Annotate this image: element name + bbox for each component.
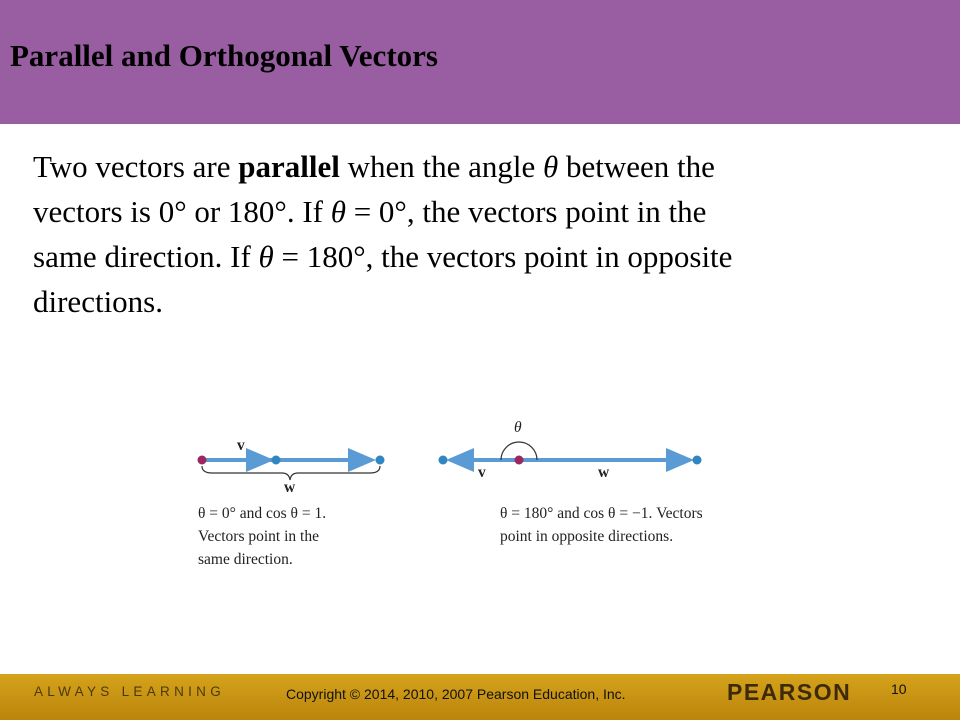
slide-body xyxy=(33,144,913,324)
theta-symbol: θ xyxy=(543,149,559,184)
vector-v-label: v xyxy=(237,437,245,454)
body-text: same direction. If xyxy=(33,239,259,274)
body-line-4 xyxy=(33,279,913,324)
pearson-logo: PEARSON xyxy=(727,679,852,705)
body-text: between the xyxy=(558,149,715,184)
w-tip-point xyxy=(693,456,702,465)
body-text: = 0°, the vectors point in the xyxy=(345,194,707,229)
page-number: 10 xyxy=(891,681,907,697)
parallel-same-direction-diagram xyxy=(198,437,385,568)
footer-bar xyxy=(0,674,960,720)
theta-symbol: θ xyxy=(330,194,346,229)
w-brace xyxy=(202,466,380,480)
right-caption-line-1: θ = 180° and cos θ = −1. Vectors xyxy=(500,505,703,522)
body-text: = 180°, the vectors point in opposite xyxy=(273,239,733,274)
body-line-3 xyxy=(33,234,913,279)
theta-symbol: θ xyxy=(258,239,274,274)
vector-figure xyxy=(0,400,960,590)
right-caption-line-2: point in opposite directions. xyxy=(500,528,674,545)
title-bar xyxy=(0,0,960,124)
vector-w-label: w xyxy=(284,479,296,496)
angle-theta-label: θ xyxy=(514,419,522,436)
term-parallel: parallel xyxy=(238,149,340,184)
w-tip-point xyxy=(376,456,385,465)
body-text: vectors is 0° or 180°. If xyxy=(33,194,331,229)
slide-title: Parallel and Orthogonal Vectors xyxy=(10,38,438,73)
origin-point xyxy=(198,456,207,465)
vector-w-label: w xyxy=(598,464,610,481)
body-text: Two vectors are xyxy=(33,149,239,184)
left-caption-line-2: Vectors point in the xyxy=(198,528,319,545)
parallel-opposite-direction-diagram xyxy=(439,419,703,545)
left-caption-line-3: same direction. xyxy=(198,551,293,568)
v-tip-point xyxy=(439,456,448,465)
copyright-notice: Copyright © 2014, 2010, 2007 Pearson Education, Inc. xyxy=(286,686,626,702)
v-tip-point xyxy=(272,456,281,465)
origin-point xyxy=(515,456,524,465)
left-caption-line-1: θ = 0° and cos θ = 1. xyxy=(198,505,327,522)
body-text: directions. xyxy=(33,284,163,319)
body-text: when the angle xyxy=(339,149,544,184)
vector-v-label: v xyxy=(478,464,486,481)
always-learning-tagline: ALWAYS LEARNING xyxy=(34,684,226,699)
body-line-2 xyxy=(33,189,913,234)
body-line-1 xyxy=(33,144,913,189)
